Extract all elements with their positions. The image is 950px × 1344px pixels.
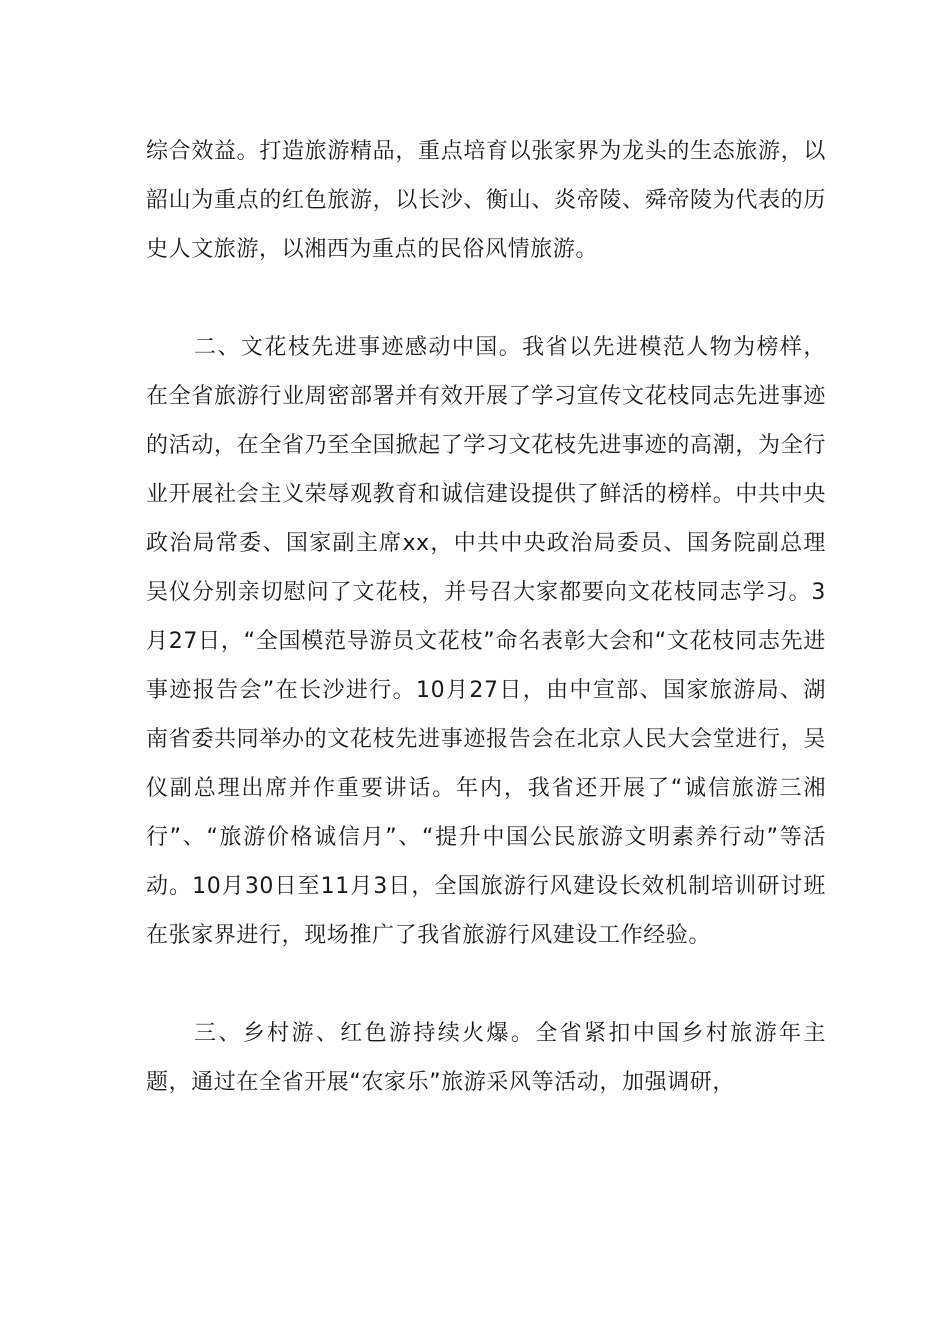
- paragraph-section-three: 三、乡村游、红色游持续火爆。全省紧扣中国乡村旅游年主题，通过在全省开展“农家乐”旅游采风等活动，加强调研，: [146, 1021, 826, 1095]
- paragraph-section-two: 二、文花枝先进事迹感动中国。我省以先进模范人物为榜样，在全省旅游行业周密部署并有效开展了学习宣传文花枝同志先进事迹的活动，在全省乃至全国掀起了学习文花枝先进事迹的高潮，为全行业开展社会主义荣辱观教育和诚信建设提供了鲜活的榜样。中共中央政治局常委、国家副主席xx，中共中央政治局委员、国务院副总理吴仪分别亲切慰问了文花枝，并号召大家都要向文花枝同志学习。3月27日，“全国模范导游员文花枝”命名表彰大会和“文花枝同志先进事迹报告会”在长沙进行。10月27日，由中宣部、国家旅游局、湖南省委共同举办的文花枝先进事迹报告会在北京人民大会堂进行，吴仪副总理出席并作重要讲话。年内，我省还开展了“诚信旅游三湘行”、“旅游价格诚信月”、“提升中国公民旅游文明素养行动”等活动。10月30日至11月3日，全国旅游行风建设长效机制培训研讨班在张家界进行，现场推广了我省旅游行风建设工作经验。: [146, 335, 826, 948]
- paragraph-continuation: 综合效益。打造旅游精品，重点培育以张家界为龙头的生态旅游，以韶山为重点的红色旅游，以长沙、衡山、炎帝陵、舜帝陵为代表的历史人文旅游，以湘西为重点的民俗风情旅游。: [146, 139, 826, 262]
- document-body: [146, 127, 826, 1107]
